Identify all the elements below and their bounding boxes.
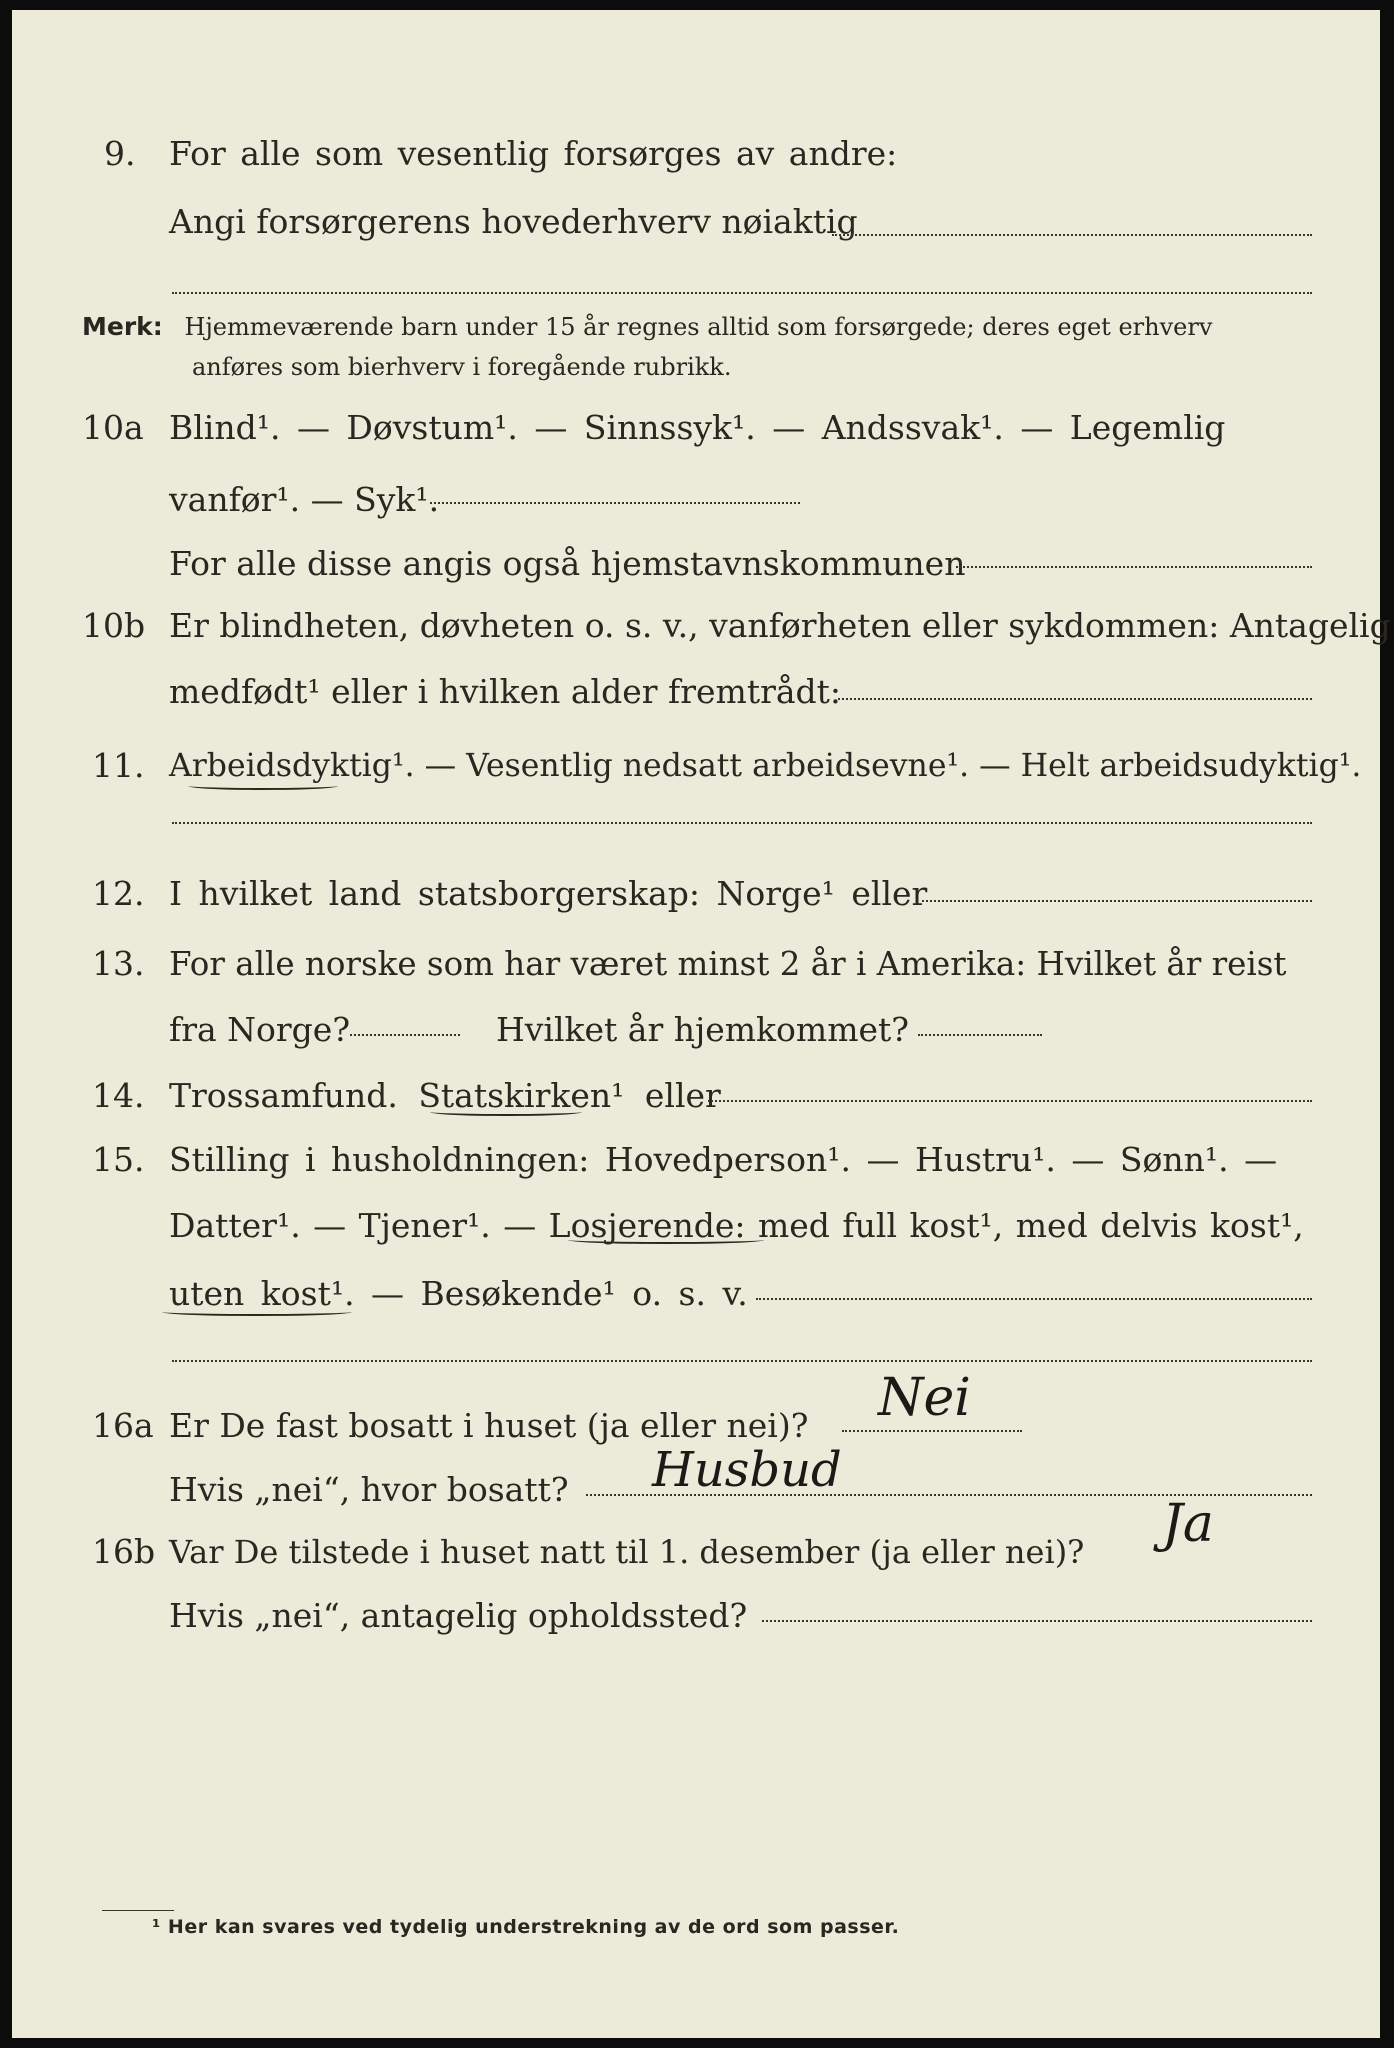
q9-occupation-label: Angi forsørgerens hovederhverv nøiaktig (169, 202, 858, 241)
q10b-line2: medfødt¹ eller i hvilken alder fremtrådt: (169, 672, 842, 711)
q15-number: 15. (92, 1140, 145, 1179)
q16b-handwritten-answer: Ja (1162, 1494, 1214, 1554)
footnote: ¹ Her kan svares ved tydelig understrekning av de ord som passer. (152, 1916, 900, 1938)
footnote-rule (102, 1910, 174, 1911)
q15-line3: uten kost¹. — Besøkende¹ o. s. v. (169, 1274, 748, 1313)
q10b-answer-line[interactable] (838, 698, 1312, 700)
merk-text-line1: Hjemmeværende barn under 15 år regnes alltid som forsørgede; deres eget erhverv (184, 313, 1213, 341)
q12-number: 12. (92, 874, 145, 913)
q9-question: For alle som vesentlig forsørges av andre: (169, 134, 898, 173)
q16a-handwritten-answer: Nei (878, 1368, 971, 1428)
q10a-number: 10a (82, 408, 144, 447)
q10a-line1: Blind¹. — Døvstum¹. — Sinnssyk¹. — Andssvak¹. — Legemlig (169, 408, 1226, 447)
q13-returned-label: Hvilket år hjemkommet? (496, 1010, 909, 1049)
q14-line1: Trossamfund. Statskirken¹ eller (169, 1076, 721, 1115)
q13-returned-year-line[interactable] (918, 1034, 1042, 1036)
q10a-home-municipality-line[interactable] (956, 566, 1312, 568)
q16b-number: 16b (92, 1532, 156, 1571)
q16a-line1: Er De fast bosatt i huset (ja eller nei)? (169, 1406, 809, 1445)
q10a-sick-answer-line[interactable] (430, 502, 800, 504)
q11-line1: Arbeidsdyktig¹. — Vesentlig nedsatt arbeidsevne¹. — Helt arbeidsudyktig¹. (169, 748, 1362, 784)
q16b-line2: Hvis „nei“, antagelig opholdssted? (169, 1596, 748, 1635)
q9-number: 9. (104, 134, 136, 173)
q10a-line2: vanfør¹. — Syk¹. (169, 480, 440, 519)
q16a-number: 16a (92, 1406, 154, 1445)
q13-number: 13. (92, 944, 145, 983)
q15-answer-line[interactable] (756, 1298, 1312, 1300)
q15-losjerende-underline (568, 1236, 764, 1244)
q16a-resident-line[interactable] (842, 1430, 1022, 1432)
q12-country-line[interactable] (922, 900, 1312, 902)
q9-answer-line[interactable] (832, 234, 1312, 236)
q10b-number: 10b (82, 606, 146, 645)
q15-uten-kost-underline (162, 1308, 352, 1316)
q16b-whereabouts-line[interactable] (762, 1620, 1312, 1622)
q11-number: 11. (92, 746, 145, 785)
merk-text-line2: anføres som bierhverv i foregående rubrikk. (192, 353, 732, 381)
q11-underline-mark (188, 782, 338, 790)
q15-line2: Datter¹. — Tjener¹. — Losjerende: med full kost¹, med delvis kost¹, (169, 1206, 1304, 1245)
merk-note (82, 310, 1212, 344)
q14-number: 14. (92, 1076, 145, 1115)
q11-extra-line[interactable] (172, 822, 1312, 824)
q15-line1: Stilling i husholdningen: Hovedperson¹. — Hustru¹. — Sønn¹. — (169, 1140, 1278, 1179)
q14-statskirken-underline (430, 1108, 582, 1116)
q9-extra-line[interactable] (172, 292, 1312, 294)
census-form-page (12, 10, 1391, 2038)
q10a-line3: For alle disse angis også hjemstavnskommunen (169, 544, 966, 583)
q12-line1: I hvilket land statsborgerskap: Norge¹ eller (169, 874, 928, 913)
q10b-line1: Er blindheten, døvheten o. s. v., vanførheten eller sykdommen: Antagelig (169, 606, 1391, 645)
q16b-line1: Var De tilstede i huset natt til 1. desember (ja eller nei)? (169, 1533, 1085, 1571)
q16a-handwritten-residence: Husbud (652, 1442, 842, 1498)
q15-extra-line[interactable] (172, 1360, 1312, 1362)
q13-emigrated-year-line[interactable] (350, 1034, 460, 1036)
merk-label: Merk: (82, 312, 163, 341)
q13-line1: For alle norske som har været minst 2 år i Amerika: Hvilket år reist (169, 945, 1287, 983)
q13-emigrated-label: fra Norge? (169, 1010, 351, 1049)
q16a-line2: Hvis „nei“, hvor bosatt? (169, 1470, 569, 1509)
q14-denomination-line[interactable] (708, 1100, 1312, 1102)
